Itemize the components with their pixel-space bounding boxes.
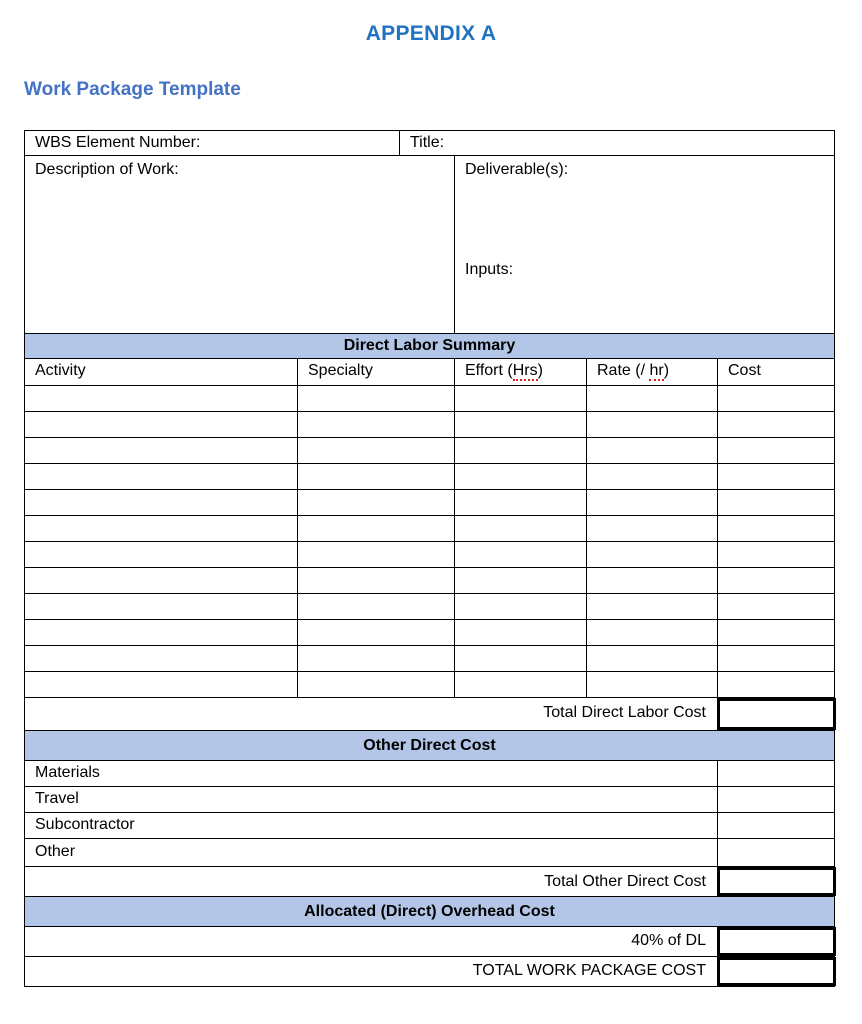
activity-cell[interactable] <box>25 490 297 515</box>
other-direct-section-header <box>24 731 835 761</box>
activity-cell[interactable] <box>25 542 297 567</box>
rate-cell[interactable] <box>586 516 717 541</box>
total-direct-labor-row <box>24 698 835 731</box>
item-label: Travel <box>35 790 79 807</box>
other-direct-item <box>24 813 835 839</box>
col-specialty: Specialty <box>297 359 454 385</box>
activity-cell[interactable] <box>25 594 297 619</box>
col-activity: Activity <box>35 362 86 379</box>
direct-labor-section-header <box>24 334 835 359</box>
item-cost-cell[interactable] <box>717 787 834 812</box>
deliverables-field[interactable] <box>454 156 834 333</box>
direct-labor-title: Direct Labor Summary <box>343 337 516 354</box>
rate-cell[interactable] <box>586 464 717 489</box>
wbs-title-row <box>24 130 835 156</box>
grand-total-value[interactable] <box>717 957 836 986</box>
specialty-cell[interactable] <box>297 542 454 567</box>
cost-cell[interactable] <box>717 646 834 671</box>
effort-cell[interactable] <box>454 386 586 411</box>
effort-cell[interactable] <box>454 412 586 437</box>
total-other-direct-label: Total Other Direct Cost <box>544 873 706 890</box>
specialty-cell[interactable] <box>297 568 454 593</box>
labor-row <box>24 516 835 542</box>
labor-column-headers <box>24 359 835 386</box>
work-package-form <box>24 130 835 987</box>
rate-cell[interactable] <box>586 672 717 697</box>
other-direct-item <box>24 761 835 787</box>
overhead-rate-label: 40% of DL <box>631 932 706 949</box>
specialty-cell[interactable] <box>297 412 454 437</box>
specialty-cell[interactable] <box>297 516 454 541</box>
grand-total-row <box>24 957 835 987</box>
labor-row <box>24 438 835 464</box>
other-direct-item <box>24 839 835 867</box>
labor-row <box>24 672 835 698</box>
cost-cell[interactable] <box>717 594 834 619</box>
overhead-title: Allocated (Direct) Overhead Cost <box>304 903 555 920</box>
effort-cell[interactable] <box>454 646 586 671</box>
item-cost-cell[interactable] <box>717 839 834 866</box>
specialty-cell[interactable] <box>297 594 454 619</box>
effort-cell[interactable] <box>454 568 586 593</box>
rate-cell[interactable] <box>586 490 717 515</box>
total-other-direct-row <box>24 867 835 897</box>
wbs-element-field[interactable] <box>25 131 399 155</box>
cost-cell[interactable] <box>717 464 834 489</box>
appendix-heading: APPENDIX A <box>365 22 497 45</box>
effort-cell[interactable] <box>454 464 586 489</box>
specialty-cell[interactable] <box>297 646 454 671</box>
activity-cell[interactable] <box>25 672 297 697</box>
labor-row <box>24 620 835 646</box>
effort-cell[interactable] <box>454 516 586 541</box>
total-direct-labor-value[interactable] <box>717 698 836 730</box>
specialty-cell[interactable] <box>297 490 454 515</box>
col-effort: Effort (Hrs) <box>454 359 586 385</box>
wbs-label: WBS Element Number: <box>35 134 201 151</box>
other-direct-item <box>24 787 835 813</box>
cost-cell[interactable] <box>717 542 834 567</box>
spellcheck-underline: Hrs <box>512 362 538 379</box>
total-other-direct-value[interactable] <box>717 867 836 896</box>
rate-cell[interactable] <box>586 568 717 593</box>
rate-cell[interactable] <box>586 594 717 619</box>
item-cost-cell[interactable] <box>717 761 834 786</box>
activity-cell[interactable] <box>25 620 297 645</box>
item-cost-cell[interactable] <box>717 813 834 838</box>
activity-cell[interactable] <box>25 646 297 671</box>
labor-row <box>24 386 835 412</box>
effort-cell[interactable] <box>454 490 586 515</box>
cost-cell[interactable] <box>717 412 834 437</box>
effort-cell[interactable] <box>454 672 586 697</box>
labor-row <box>24 594 835 620</box>
description-field[interactable] <box>25 156 454 333</box>
labor-row <box>24 542 835 568</box>
overhead-value[interactable] <box>717 927 836 956</box>
labor-row <box>24 568 835 594</box>
activity-cell[interactable] <box>25 568 297 593</box>
cost-cell[interactable] <box>717 386 834 411</box>
labor-row <box>24 646 835 672</box>
cost-cell[interactable] <box>717 516 834 541</box>
rate-cell[interactable] <box>586 438 717 463</box>
rate-cell[interactable] <box>586 542 717 567</box>
rate-cell[interactable] <box>586 646 717 671</box>
activity-cell[interactable] <box>25 386 297 411</box>
item-label: Subcontractor <box>35 816 135 833</box>
grand-total-label: TOTAL WORK PACKAGE COST <box>472 962 706 979</box>
col-cost: Cost <box>717 359 834 385</box>
cost-cell[interactable] <box>717 568 834 593</box>
activity-cell[interactable] <box>25 412 297 437</box>
effort-cell[interactable] <box>454 542 586 567</box>
col-rate: Rate (/ hr) <box>586 359 717 385</box>
effort-cell[interactable] <box>454 594 586 619</box>
description-label: Description of Work: <box>35 161 179 178</box>
labor-row <box>24 412 835 438</box>
cost-cell[interactable] <box>717 438 834 463</box>
total-direct-labor-label: Total Direct Labor Cost <box>543 704 706 721</box>
activity-cell[interactable] <box>25 464 297 489</box>
rate-cell[interactable] <box>586 412 717 437</box>
item-label: Other <box>35 843 76 860</box>
rate-cell[interactable] <box>586 620 717 645</box>
labor-row <box>24 490 835 516</box>
title-field[interactable] <box>399 131 834 155</box>
cost-cell[interactable] <box>717 620 834 645</box>
labor-row <box>24 464 835 490</box>
spellcheck-underline: hr <box>649 362 664 379</box>
rate-cell[interactable] <box>586 386 717 411</box>
overhead-section-header <box>24 897 835 927</box>
activity-cell[interactable] <box>25 438 297 463</box>
activity-cell[interactable] <box>25 516 297 541</box>
effort-cell[interactable] <box>454 620 586 645</box>
deliverables-label: Deliverable(s): <box>465 161 569 178</box>
effort-cell[interactable] <box>454 438 586 463</box>
specialty-cell[interactable] <box>297 620 454 645</box>
inputs-label: Inputs: <box>465 261 514 278</box>
template-title: Work Package Template <box>24 79 241 100</box>
labor-rows <box>24 386 835 698</box>
cost-cell[interactable] <box>717 672 834 697</box>
item-label: Materials <box>35 764 100 781</box>
specialty-cell[interactable] <box>297 386 454 411</box>
overhead-rate-row <box>24 927 835 957</box>
cost-cell[interactable] <box>717 490 834 515</box>
other-direct-title: Other Direct Cost <box>363 737 496 754</box>
specialty-cell[interactable] <box>297 464 454 489</box>
description-row <box>24 156 835 334</box>
specialty-cell[interactable] <box>297 672 454 697</box>
specialty-cell[interactable] <box>297 438 454 463</box>
title-label: Title: <box>410 134 445 151</box>
